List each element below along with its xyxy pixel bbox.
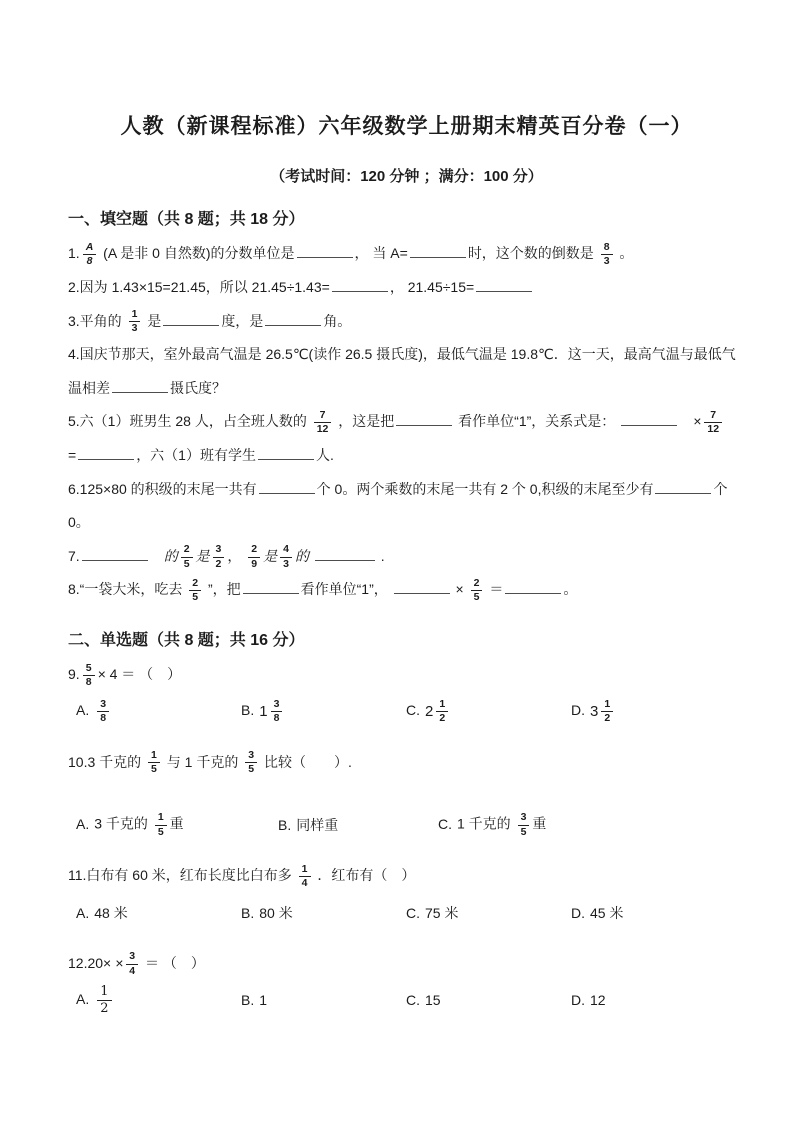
question-text: × — [115, 954, 124, 971]
question-text: ， 当 A= — [354, 245, 408, 262]
fraction-numerator: 1 — [129, 308, 141, 322]
question-text: 12.20× — [68, 954, 116, 971]
option — [241, 904, 406, 922]
fraction-numerator: 7 — [314, 409, 332, 423]
answer-blank — [332, 277, 388, 292]
option-label: A. — [76, 815, 90, 832]
option — [76, 904, 241, 922]
fraction — [181, 543, 193, 570]
question-text: 是 — [195, 547, 210, 564]
option-label: B. — [241, 702, 255, 719]
question-text: = — [68, 446, 77, 463]
fraction — [97, 984, 111, 1018]
question-text: 12 — [590, 992, 606, 1009]
option-label: D. — [571, 992, 585, 1009]
question — [68, 305, 745, 339]
question-text: 1 — [259, 992, 268, 1009]
question-text: 人. — [315, 446, 334, 463]
question-text: 4.国庆节那天，室外最高气温是 26.5℃(读作 26.5 摄氏度)，最低气温是 19.8℃．这一天，最高气温与最低气 — [68, 346, 736, 363]
answer-blank — [82, 546, 148, 561]
fraction-denominator: 3 — [283, 557, 289, 570]
question-text: 2.因为 1.43×15=21.45，所以 21.45÷1.43= — [68, 278, 330, 295]
fraction-denominator: 9 — [251, 557, 258, 570]
fraction-denominator: 5 — [157, 825, 164, 838]
answer-blank — [410, 244, 466, 259]
question-text — [150, 548, 164, 564]
question — [68, 237, 745, 271]
question-text: 8.“一袋大米，吃去 — [68, 581, 187, 598]
question-text: ，这是把 — [334, 413, 395, 430]
answer-blank — [655, 479, 711, 494]
option-label: C. — [438, 815, 452, 832]
question-text: ．红布有（ ） — [313, 867, 416, 884]
question-text: × — [97, 665, 106, 682]
fraction — [248, 543, 260, 570]
question — [68, 746, 745, 780]
question-text: 7. — [68, 547, 80, 564]
option — [406, 991, 571, 1009]
option — [571, 904, 736, 922]
option — [241, 991, 406, 1009]
question-text: ＝ （ ） — [141, 954, 205, 971]
question-text: 温相差 — [68, 379, 110, 396]
fraction-denominator: 2 — [215, 557, 222, 570]
question-text: 9. — [68, 665, 80, 682]
fraction — [704, 409, 722, 436]
question-text: . — [376, 547, 385, 564]
fraction-denominator: 2 — [604, 712, 611, 725]
fraction — [436, 698, 448, 725]
question-text: 4 ＝ （ ） — [105, 665, 182, 682]
fraction-denominator: 8 — [85, 675, 92, 688]
question-text: 的 — [163, 547, 178, 564]
fraction-numerator: 7 — [704, 409, 722, 423]
option-label: C. — [406, 904, 420, 921]
fraction-denominator: 2 — [100, 1000, 109, 1016]
question — [68, 859, 745, 893]
fraction-numerator: 1 — [436, 698, 448, 712]
mixed-number — [590, 698, 616, 725]
question-text: ， 21.45÷15= — [389, 278, 475, 295]
question-text: (A 是非 0 自然数)的分数单位是 — [99, 245, 295, 262]
fraction-numerator: 2 — [189, 577, 201, 591]
question-text: × — [693, 413, 702, 430]
fraction-numerator: 2 — [248, 543, 260, 557]
option-label: D. — [571, 702, 585, 719]
answer-blank — [112, 378, 168, 393]
option-label: B. — [241, 904, 255, 921]
fraction-numerator: 2 — [181, 543, 193, 557]
fraction — [155, 811, 167, 838]
whole-number: 3 — [590, 702, 599, 720]
question-text: 45 米 — [590, 904, 624, 921]
question-text: 度，是 — [221, 312, 264, 329]
question-text: ，六（1）班有学生 — [136, 446, 256, 463]
answer-blank — [258, 445, 314, 460]
fraction — [299, 863, 311, 890]
question-text: 15 — [425, 992, 441, 1009]
question-text: 个 0。 — [68, 480, 728, 531]
options-row — [76, 807, 745, 843]
question — [68, 658, 745, 692]
question-text: × — [451, 581, 468, 598]
question-text: 的 — [294, 547, 309, 564]
question-text: 3 千克的 — [94, 815, 152, 832]
option-label: B. — [241, 992, 255, 1009]
question-text: 80 米 — [259, 904, 293, 921]
fraction-denominator: 8 — [100, 712, 107, 725]
question-text: 重 — [169, 815, 184, 832]
fraction-numerator: 3 — [126, 950, 138, 964]
options-row — [76, 895, 745, 931]
fraction-numerator: 3 — [245, 749, 257, 763]
answer-blank — [243, 580, 299, 595]
option-label: A. — [76, 991, 90, 1007]
answer-blank — [394, 580, 450, 595]
fraction-denominator: 12 — [707, 423, 720, 436]
fraction — [126, 950, 138, 977]
section-heading: 一、填空题（共 8 题；共 18 分） — [68, 211, 305, 229]
question-text: 看作单位“1”，关系式是： — [454, 413, 620, 430]
mixed-number — [259, 698, 285, 725]
question-text: 1 千克的 — [457, 815, 515, 832]
fraction-denominator: 8 — [273, 712, 280, 725]
fraction-numerator: 3 — [213, 543, 225, 557]
answer-blank — [78, 445, 134, 460]
question-text: 48 米 — [94, 904, 128, 921]
fraction-denominator: 5 — [192, 591, 199, 604]
fraction — [83, 241, 97, 268]
fraction-denominator: 8 — [86, 255, 93, 268]
page-title: 人教（新课程标准）六年级数学上册期末精英百分卷（一） — [120, 115, 693, 138]
fraction — [280, 543, 292, 570]
mixed-number — [425, 698, 451, 725]
fraction-numerator: 1 — [299, 863, 311, 877]
answer-blank — [315, 546, 375, 561]
question — [68, 338, 745, 405]
question-text: 个 0。两个乘数的末尾一共有 2 个 0,积级的末尾至少有 — [316, 480, 654, 497]
answer-blank — [163, 311, 219, 326]
whole-number: 2 — [425, 702, 434, 720]
answer-blank — [265, 311, 321, 326]
fraction — [129, 308, 141, 335]
fraction-numerator: 3 — [518, 811, 530, 825]
question-text: 时，这个数的倒数是 — [467, 245, 598, 262]
fraction-numerator: 1 — [601, 698, 613, 712]
answer-blank — [505, 580, 561, 595]
fraction — [245, 749, 257, 776]
options-row — [76, 694, 745, 730]
options-row — [76, 982, 745, 1018]
option — [241, 698, 406, 725]
option — [571, 698, 736, 725]
answer-blank — [621, 412, 677, 427]
option — [406, 698, 571, 725]
question — [68, 947, 745, 981]
fraction-denominator: 2 — [439, 712, 446, 725]
option-label: D. — [571, 904, 585, 921]
fraction — [213, 543, 225, 570]
option-label: C. — [406, 992, 420, 1009]
answer-blank — [259, 479, 315, 494]
option — [571, 991, 736, 1009]
question-text: 比较（ ）. — [260, 753, 352, 770]
question-text — [309, 548, 313, 564]
question-text: 与 1 千克的 — [162, 753, 243, 770]
fraction-numerator: 8 — [601, 241, 613, 255]
option — [76, 698, 241, 725]
fraction — [148, 749, 160, 776]
fraction-numerator: 1 — [148, 749, 160, 763]
section-heading: 二、单选题（共 8 题；共 16 分） — [68, 631, 305, 649]
question — [68, 473, 745, 540]
question-text: 是 — [143, 312, 162, 329]
question-text: 重 — [532, 815, 547, 832]
question-text — [679, 413, 693, 429]
fraction-denominator: 5 — [183, 557, 190, 570]
fraction-numerator: 1 — [97, 984, 111, 1001]
exam-info: （考试时间：120 分钟 ；满分：100 分） — [270, 168, 543, 186]
fraction-numerator: 3 — [97, 698, 109, 712]
option — [76, 984, 241, 1018]
question-text: 1. — [68, 245, 80, 262]
fraction-denominator: 4 — [301, 876, 308, 889]
question — [68, 573, 745, 607]
fraction-numerator: 5 — [83, 662, 95, 676]
question-text: 角。 — [323, 312, 352, 329]
question-text: ＝ — [485, 581, 504, 598]
question-text: 75 米 — [425, 904, 459, 921]
fraction-numerator: 2 — [471, 577, 483, 591]
fraction — [83, 662, 95, 689]
option — [406, 904, 571, 922]
question-text: ”，把 — [204, 581, 241, 598]
option — [278, 816, 438, 834]
fraction — [97, 698, 109, 725]
option — [76, 811, 278, 838]
option-label: B. — [278, 817, 292, 834]
option-label: A. — [76, 702, 90, 719]
question-text: 10.3 千克的 — [68, 753, 146, 770]
fraction — [314, 409, 332, 436]
question-text: 。 — [563, 581, 578, 598]
option-label: C. — [406, 702, 420, 719]
question-text: 摄氏度？ — [170, 379, 226, 396]
fraction-numerator: A — [83, 241, 97, 255]
whole-number: 1 — [259, 702, 268, 720]
question — [68, 405, 745, 472]
question-text: 11.白布有 60 米，红布长度比白布多 — [68, 867, 296, 884]
sections-container — [68, 206, 745, 1018]
answer-blank — [396, 412, 452, 427]
question-text: 看作单位“1”， — [300, 581, 392, 598]
fraction — [601, 241, 613, 268]
fraction-denominator: 12 — [316, 423, 329, 436]
question — [68, 271, 745, 305]
question — [68, 540, 745, 574]
answer-blank — [476, 277, 532, 292]
fraction — [271, 698, 283, 725]
question-text: ， — [227, 547, 246, 564]
fraction-denominator: 5 — [248, 763, 255, 776]
fraction-denominator: 5 — [151, 763, 157, 776]
fraction — [601, 698, 613, 725]
fraction-denominator: 4 — [129, 964, 136, 977]
fraction-denominator: 5 — [473, 591, 480, 604]
fraction-denominator: 5 — [520, 825, 527, 838]
fraction — [189, 577, 201, 604]
question-text: 。 — [615, 245, 634, 262]
option-label: A. — [76, 904, 90, 921]
fraction-numerator: 4 — [280, 543, 292, 557]
fraction — [471, 577, 483, 604]
option — [438, 811, 546, 838]
question-text: 是 — [263, 547, 278, 564]
fraction-denominator: 3 — [603, 255, 610, 268]
fraction-denominator: 3 — [131, 322, 138, 335]
fraction-numerator: 3 — [271, 698, 283, 712]
question-text: 5.六（1）班男生 28 人，占全班人数的 — [68, 413, 311, 430]
answer-blank — [297, 244, 353, 259]
question-text: 同样重 — [296, 817, 339, 834]
question-text: 3.平角的 — [68, 312, 126, 329]
fraction — [518, 811, 530, 838]
fraction-numerator: 1 — [155, 811, 167, 825]
question-text: 6.125×80 的积级的末尾一共有 — [68, 480, 257, 497]
